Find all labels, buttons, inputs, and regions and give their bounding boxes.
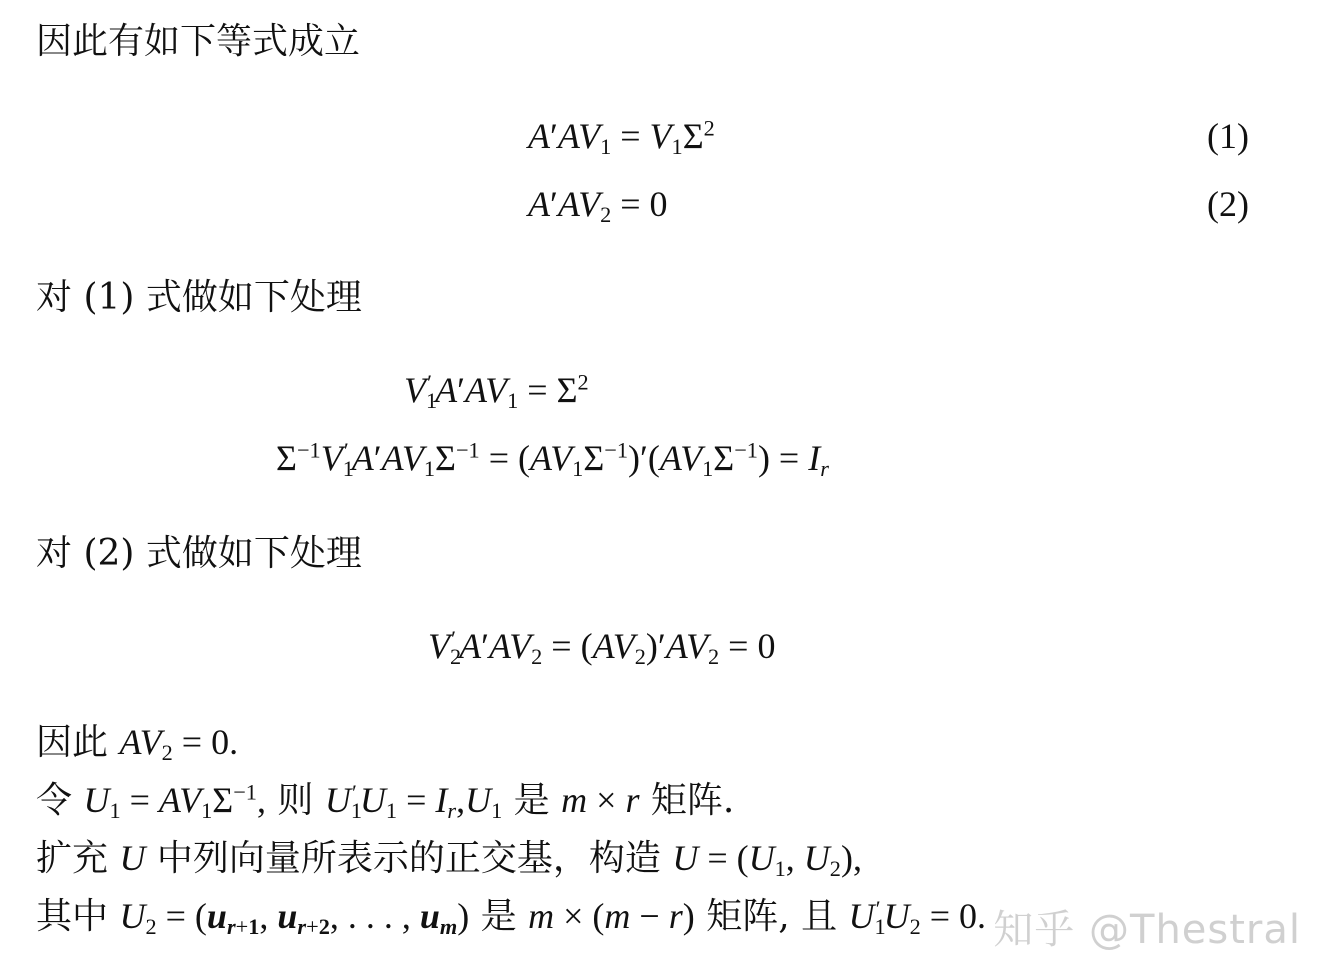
intro-text: 因此有如下等式成立: [36, 21, 361, 62]
equation-2-number: (2): [1207, 184, 1249, 224]
equation-1-number: (1): [1207, 116, 1249, 156]
step1-equation-a: $V_1'$ $A'AV_1 = \Sigma^2$: [404, 369, 589, 414]
zhihu-watermark: 知乎 @Thestral: [993, 907, 1301, 953]
equation-1: $A'AV_1 = V_1\Sigma^2$: [528, 115, 715, 160]
expand-line: 扩充 U 中列向量所表示的正交基，构造 $U = (U_1$, $U_2$),: [36, 838, 862, 882]
step1-equation-b: $\Sigma^{-1}V_1'$ $A'AV_1\Sigma^{-1} = (AV_1\Sigma^{-1})'(AV_1\Sigma^{-1}) = I_r$: [276, 437, 829, 482]
step1-intro: 对 (1) 式做如下处理: [36, 277, 362, 318]
conclusion-line: 因此 $AV_2 = 0$.: [36, 722, 239, 766]
last-line: 其中 $U_2 = (u_{r+1}$, $u_{r+2}$, . . . , $u_m$) 是 m × (m − r) 矩阵, 且 $U_1'$ $U_2 = 0$.: [36, 895, 987, 940]
step2-equation: $V_2'$ $A'AV_2 = (AV_2)'AV_2 = 0$: [428, 625, 776, 670]
let-line: 令 $U_1 = AV_1\Sigma^{-1}$, 则 $U_1'$ $U_1 = I_r,U_1$ 是 m × r 矩阵.: [36, 779, 735, 824]
step2-intro: 对 (2) 式做如下处理: [36, 533, 362, 574]
equation-2: $A'AV_2 = 0$: [528, 184, 668, 228]
